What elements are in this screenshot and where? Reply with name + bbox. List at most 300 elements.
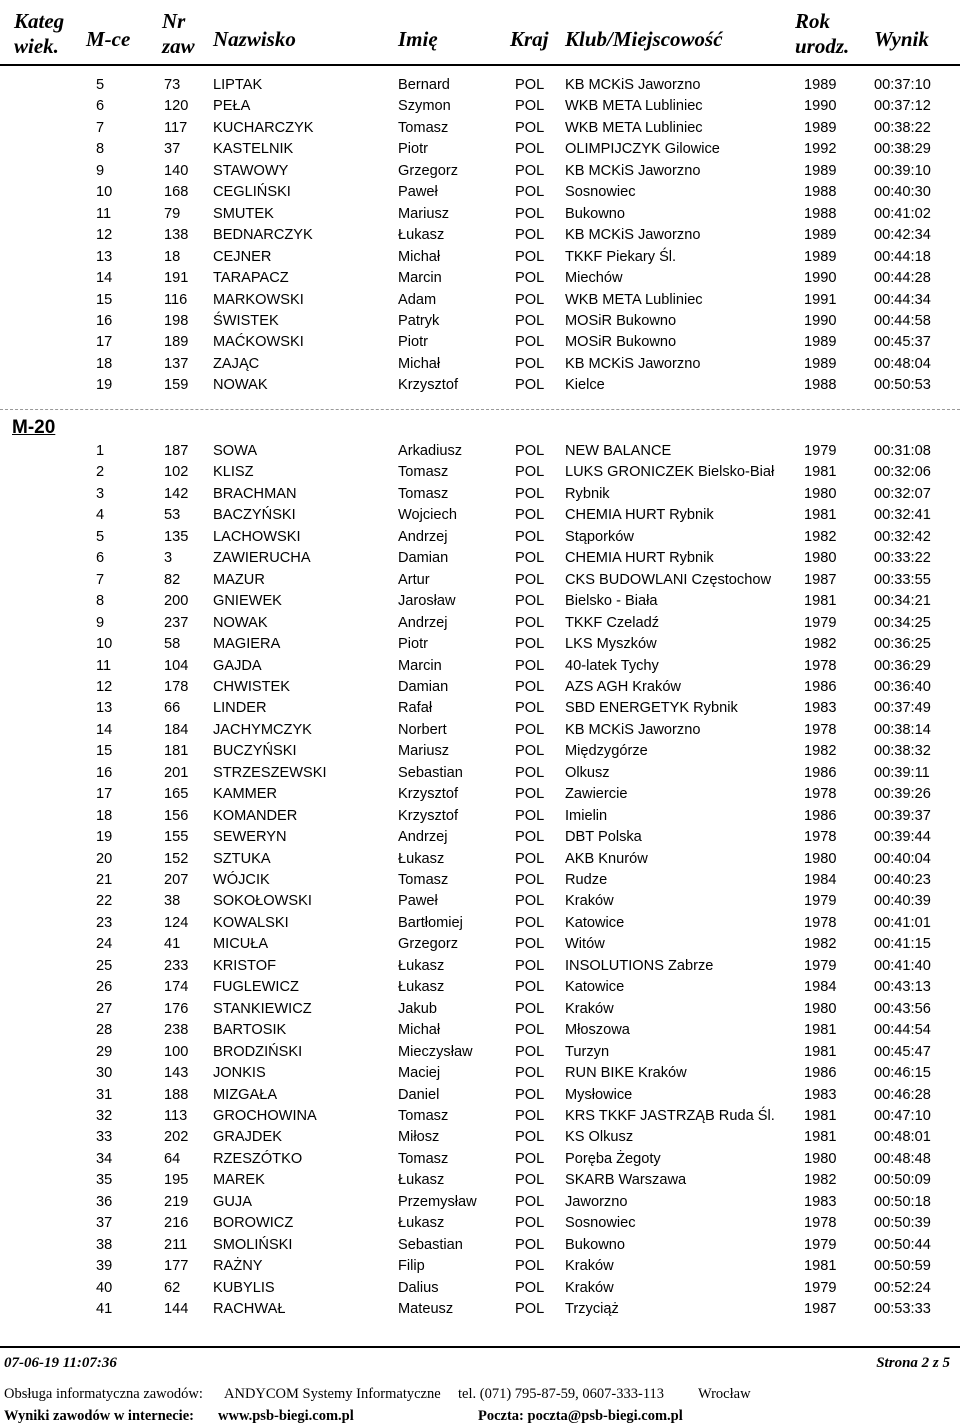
last-name: NOWAK xyxy=(213,614,268,631)
birth-year: 1980 xyxy=(804,550,837,567)
country: POL xyxy=(515,721,545,738)
first-name: Andrzej xyxy=(398,614,448,631)
country: POL xyxy=(515,205,545,222)
last-name: PEŁA xyxy=(213,98,251,115)
table-row xyxy=(0,1256,960,1277)
place: 33 xyxy=(96,1129,113,1146)
place: 11 xyxy=(96,205,112,222)
birth-year: 1981 xyxy=(804,464,837,481)
service-city: Wrocław xyxy=(698,1386,751,1402)
result-time: 00:40:30 xyxy=(874,184,931,201)
last-name: MAREK xyxy=(213,1172,265,1189)
last-name: GAJDA xyxy=(213,657,262,674)
place: 8 xyxy=(96,141,105,158)
country: POL xyxy=(515,248,545,265)
birth-year: 1983 xyxy=(804,1086,837,1103)
last-name: LACHOWSKI xyxy=(213,528,301,545)
last-name: NOWAK xyxy=(213,377,268,394)
result-time: 00:31:08 xyxy=(874,443,931,459)
first-name: Grzegorz xyxy=(398,162,459,179)
country: POL xyxy=(515,119,545,136)
result-time: 00:40:23 xyxy=(874,872,931,888)
table-row xyxy=(0,784,960,805)
last-name: SZTUKA xyxy=(213,850,271,867)
club: LKS Myszków xyxy=(565,636,657,653)
country: POL xyxy=(515,1258,545,1275)
first-name: Marcin xyxy=(398,657,442,674)
club: WKB META Lubliniec xyxy=(565,119,703,136)
header-last-name: Nazwisko xyxy=(213,27,296,51)
first-name: Bartłomiej xyxy=(398,914,463,931)
last-name: MAZUR xyxy=(213,571,265,588)
bib-number: 82 xyxy=(164,571,181,588)
first-name: Marcin xyxy=(398,270,442,287)
country: POL xyxy=(515,678,545,695)
first-name: Łukasz xyxy=(398,1215,445,1232)
bib-number: 152 xyxy=(164,850,189,867)
birth-year: 1989 xyxy=(804,227,837,244)
place: 17 xyxy=(96,786,113,803)
result-time: 00:50:59 xyxy=(874,1258,931,1275)
birth-year: 1981 xyxy=(804,507,837,524)
header-bib-line1: Nr xyxy=(162,9,186,33)
table-row xyxy=(0,1063,960,1084)
birth-year: 1980 xyxy=(804,1000,837,1017)
place: 14 xyxy=(96,721,113,738)
country: POL xyxy=(515,162,545,179)
club: Turzyn xyxy=(565,1043,610,1060)
first-name: Sebastian xyxy=(398,764,463,781)
birth-year: 1989 xyxy=(804,248,837,265)
last-name: RZESZÓTKO xyxy=(213,1150,303,1167)
header-result: Wynik xyxy=(874,27,929,51)
club: MOSiR Bukowno xyxy=(565,334,677,351)
section-divider xyxy=(0,409,960,410)
place: 8 xyxy=(96,593,105,610)
place: 29 xyxy=(96,1043,113,1060)
place: 31 xyxy=(96,1086,113,1103)
result-time: 00:33:22 xyxy=(874,550,931,567)
place: 19 xyxy=(96,377,113,394)
contact-email-link[interactable]: Poczta: poczta@psb-biegi.com.pl xyxy=(478,1408,683,1424)
club: KRS TKKF JASTRZĄB Ruda Śl. xyxy=(565,1107,775,1124)
birth-year: 1979 xyxy=(804,443,837,459)
first-name: Artur xyxy=(398,571,430,588)
first-name: Rafał xyxy=(398,700,433,717)
first-name: Maciej xyxy=(398,1065,441,1082)
birth-year: 1978 xyxy=(804,657,837,674)
first-name: Mariusz xyxy=(398,743,450,760)
result-time: 00:37:49 xyxy=(874,700,931,717)
bib-number: 156 xyxy=(164,807,189,824)
table-row xyxy=(0,247,960,268)
last-name: CEGLIŃSKI xyxy=(213,184,291,201)
table-row xyxy=(0,849,960,870)
last-name: WÓJCIK xyxy=(213,872,270,888)
country: POL xyxy=(515,1301,545,1317)
table-row xyxy=(0,763,960,784)
result-time: 00:37:10 xyxy=(874,77,931,93)
bib-number: 237 xyxy=(164,614,189,631)
country: POL xyxy=(515,743,545,760)
first-name: Jakub xyxy=(398,1000,437,1017)
results-url-link[interactable]: www.psb-biegi.com.pl xyxy=(218,1408,354,1424)
bib-number: 168 xyxy=(164,184,189,201)
place: 10 xyxy=(96,184,113,201)
place: 34 xyxy=(96,1150,113,1167)
first-name: Arkadiusz xyxy=(398,443,463,459)
club: MOSiR Bukowno xyxy=(565,312,677,329)
result-time: 00:39:11 xyxy=(874,764,930,781)
club: Miechów xyxy=(565,270,623,287)
result-time: 00:45:47 xyxy=(874,1043,931,1060)
last-name: KOWALSKI xyxy=(213,914,289,931)
place: 2 xyxy=(96,464,105,481)
place: 13 xyxy=(96,700,113,717)
club: Witów xyxy=(565,936,605,953)
place: 9 xyxy=(96,162,105,179)
result-time: 00:36:40 xyxy=(874,678,931,695)
club: KB MCKiS Jaworzno xyxy=(565,227,701,244)
place: 20 xyxy=(96,850,113,867)
club: Bukowno xyxy=(565,205,626,222)
last-name: STRZESZEWSKI xyxy=(213,764,327,781)
bib-number: 79 xyxy=(164,205,181,222)
bib-number: 142 xyxy=(164,485,189,502)
place: 3 xyxy=(96,485,105,502)
first-name: Michał xyxy=(398,355,441,372)
last-name: STANKIEWICZ xyxy=(213,1000,312,1017)
club: OLIMPIJCZYK Gilowice xyxy=(565,141,720,158)
result-time: 00:45:37 xyxy=(874,334,931,351)
club: KB MCKiS Jaworzno xyxy=(565,162,701,179)
bib-number: 124 xyxy=(164,914,189,931)
last-name: SMUTEK xyxy=(213,205,274,222)
country: POL xyxy=(515,1086,545,1103)
bib-number: 137 xyxy=(164,355,189,372)
club: NEW BALANCE xyxy=(565,443,672,459)
header-country: Kraj xyxy=(510,27,549,51)
bib-number: 37 xyxy=(164,141,181,158)
club: Jaworzno xyxy=(565,1193,628,1210)
last-name: STAWOWY xyxy=(213,162,289,179)
birth-year: 1992 xyxy=(804,141,837,158)
last-name: BOROWICZ xyxy=(213,1215,294,1232)
table-row xyxy=(0,698,960,719)
result-time: 00:44:58 xyxy=(874,312,931,329)
first-name: Tomasz xyxy=(398,872,449,888)
birth-year: 1978 xyxy=(804,914,837,931)
bib-number: 191 xyxy=(164,270,189,287)
first-name: Tomasz xyxy=(398,1150,449,1167)
first-name: Andrzej xyxy=(398,528,448,545)
result-time: 00:40:39 xyxy=(874,893,931,910)
country: POL xyxy=(515,312,545,329)
last-name: KASTELNIK xyxy=(213,141,294,158)
last-name: BACZYŃSKI xyxy=(213,507,296,524)
first-name: Szymon xyxy=(398,98,451,115)
first-name: Miłosz xyxy=(398,1129,440,1146)
first-name: Sebastian xyxy=(398,1236,463,1253)
country: POL xyxy=(515,528,545,545)
place: 5 xyxy=(96,528,105,545)
country: POL xyxy=(515,291,545,308)
birth-year: 1979 xyxy=(804,1236,837,1253)
country: POL xyxy=(515,657,545,674)
last-name: KRISTOF xyxy=(213,957,276,974)
result-time: 00:50:44 xyxy=(874,1236,931,1253)
birth-year: 1989 xyxy=(804,162,837,179)
country: POL xyxy=(515,1022,545,1039)
first-name: Norbert xyxy=(398,721,447,738)
table-row xyxy=(0,1235,960,1256)
country: POL xyxy=(515,355,545,372)
last-name: JACHYMCZYK xyxy=(213,721,312,738)
club: Stąporków xyxy=(565,528,634,545)
table-row xyxy=(0,311,960,332)
result-time: 00:32:06 xyxy=(874,464,931,481)
place: 22 xyxy=(96,893,113,910)
country: POL xyxy=(515,1043,545,1060)
bib-number: 207 xyxy=(164,872,189,888)
club: Trzyciąż xyxy=(565,1301,619,1317)
table-row xyxy=(0,977,960,998)
place: 19 xyxy=(96,829,113,846)
country: POL xyxy=(515,1236,545,1253)
result-time: 00:37:12 xyxy=(874,98,931,115)
table-row xyxy=(0,161,960,182)
country: POL xyxy=(515,700,545,717)
birth-year: 1981 xyxy=(804,1258,837,1275)
birth-year: 1986 xyxy=(804,807,837,824)
birth-year: 1982 xyxy=(804,528,837,545)
table-row xyxy=(0,96,960,117)
club: Poręba Żegoty xyxy=(565,1150,661,1167)
bib-number: 159 xyxy=(164,377,189,394)
bib-number: 104 xyxy=(164,657,189,674)
bib-number: 113 xyxy=(164,1107,188,1124)
place: 16 xyxy=(96,764,113,781)
last-name: SMOLIŃSKI xyxy=(213,1236,293,1253)
results-online-label: Wyniki zawodów w internecie: xyxy=(4,1408,194,1424)
header-category-line2: wiek. xyxy=(14,34,59,58)
first-name: Łukasz xyxy=(398,1172,445,1189)
bib-number: 198 xyxy=(164,312,189,329)
club: Kraków xyxy=(565,1279,614,1296)
header-year-line1: Rok xyxy=(795,9,831,33)
club: SBD ENERGETYK Rybnik xyxy=(565,700,738,717)
birth-year: 1979 xyxy=(804,1279,837,1296)
country: POL xyxy=(515,872,545,888)
place: 16 xyxy=(96,312,113,329)
country: POL xyxy=(515,98,545,115)
club: Katowice xyxy=(565,979,625,996)
table-row xyxy=(0,741,960,762)
bib-number: 187 xyxy=(164,443,189,459)
country: POL xyxy=(515,1129,545,1146)
first-name: Dalius xyxy=(398,1279,439,1296)
result-time: 00:53:33 xyxy=(874,1301,931,1317)
result-time: 00:48:48 xyxy=(874,1150,931,1167)
first-name: Michał xyxy=(398,1022,441,1039)
table-row xyxy=(0,570,960,591)
place: 7 xyxy=(96,571,105,588)
header-class: M-ce xyxy=(86,27,131,51)
bib-number: 155 xyxy=(164,829,189,846)
result-time: 00:52:24 xyxy=(874,1279,931,1296)
bib-number: 66 xyxy=(164,700,181,717)
result-time: 00:39:44 xyxy=(874,829,931,846)
club: 40-latek Tychy xyxy=(565,657,659,674)
last-name: GRAJDEK xyxy=(213,1129,282,1146)
table-row xyxy=(0,441,960,462)
bib-number: 120 xyxy=(164,98,189,115)
last-name: JONKIS xyxy=(213,1065,266,1082)
country: POL xyxy=(515,593,545,610)
birth-year: 1978 xyxy=(804,786,837,803)
birth-year: 1988 xyxy=(804,377,837,394)
first-name: Grzegorz xyxy=(398,936,459,953)
result-time: 00:48:01 xyxy=(874,1129,931,1146)
category-label: M-20 xyxy=(12,417,56,438)
place: 12 xyxy=(96,678,113,695)
first-name: Filip xyxy=(398,1258,425,1275)
table-row xyxy=(0,870,960,891)
first-name: Mariusz xyxy=(398,205,450,222)
bib-number: 195 xyxy=(164,1172,189,1189)
result-time: 00:50:39 xyxy=(874,1215,931,1232)
service-phones: tel. (071) 795-87-59, 0607-333-113 xyxy=(458,1386,665,1402)
bib-number: 3 xyxy=(164,550,173,567)
birth-year: 1989 xyxy=(804,77,837,93)
place: 11 xyxy=(96,657,112,674)
country: POL xyxy=(515,77,545,93)
bib-number: 53 xyxy=(164,507,181,524)
country: POL xyxy=(515,141,545,158)
bib-number: 174 xyxy=(164,979,189,996)
result-time: 00:43:56 xyxy=(874,1000,931,1017)
table-row xyxy=(0,204,960,225)
club: Kielce xyxy=(565,377,605,394)
club: AKB Knurów xyxy=(565,850,648,867)
country: POL xyxy=(515,893,545,910)
club: WKB META Lubliniec xyxy=(565,291,703,308)
bib-number: 38 xyxy=(164,893,181,910)
country: POL xyxy=(515,786,545,803)
birth-year: 1989 xyxy=(804,119,837,136)
table-row xyxy=(0,613,960,634)
table-row xyxy=(0,806,960,827)
first-name: Wojciech xyxy=(398,507,457,524)
table-row xyxy=(0,827,960,848)
country: POL xyxy=(515,1279,545,1296)
result-time: 00:32:41 xyxy=(874,507,931,524)
table-row xyxy=(0,505,960,526)
country: POL xyxy=(515,1065,545,1082)
bib-number: 189 xyxy=(164,334,189,351)
bib-number: 165 xyxy=(164,786,189,803)
result-time: 00:38:29 xyxy=(874,141,931,158)
table-row xyxy=(0,1192,960,1213)
table-row xyxy=(0,1106,960,1127)
print-timestamp: 07-06-19 11:07:36 xyxy=(4,1355,117,1371)
country: POL xyxy=(515,184,545,201)
table-row xyxy=(0,375,960,396)
birth-year: 1983 xyxy=(804,700,837,717)
club: TKKF Czeladź xyxy=(565,614,660,631)
place: 23 xyxy=(96,914,113,931)
birth-year: 1986 xyxy=(804,764,837,781)
bib-number: 202 xyxy=(164,1129,189,1146)
place: 25 xyxy=(96,957,113,974)
table-row xyxy=(0,462,960,483)
birth-year: 1983 xyxy=(804,1193,837,1210)
club: KS Olkusz xyxy=(565,1129,634,1146)
last-name: FUGLEWICZ xyxy=(213,979,299,996)
table-row xyxy=(0,913,960,934)
birth-year: 1979 xyxy=(804,614,837,631)
club: INSOLUTIONS Zabrze xyxy=(565,957,714,974)
first-name: Daniel xyxy=(398,1086,440,1103)
club: Młoszowa xyxy=(565,1022,630,1039)
result-time: 00:40:04 xyxy=(874,850,931,867)
service-label: Obsługa informatyczna zawodów: xyxy=(4,1386,203,1402)
club: Rudze xyxy=(565,872,608,888)
table-row xyxy=(0,1127,960,1148)
place: 1 xyxy=(96,443,105,459)
result-time: 00:41:15 xyxy=(874,936,931,953)
last-name: BRACHMAN xyxy=(213,485,297,502)
result-time: 00:44:34 xyxy=(874,291,931,308)
country: POL xyxy=(515,227,545,244)
last-name: ZAWIERUCHA xyxy=(213,550,311,567)
result-time: 00:38:32 xyxy=(874,743,931,760)
last-name: KOMANDER xyxy=(213,807,298,824)
service-company: ANDYCOM Systemy Informatyczne xyxy=(224,1386,441,1402)
header-year-line2: urodz. xyxy=(795,34,850,58)
result-time: 00:38:22 xyxy=(874,119,931,136)
birth-year: 1986 xyxy=(804,678,837,695)
place: 13 xyxy=(96,248,113,265)
last-name: MAĆKOWSKI xyxy=(213,334,304,351)
last-name: MICUŁA xyxy=(213,936,269,953)
table-row xyxy=(0,527,960,548)
first-name: Krzysztof xyxy=(398,807,459,824)
place: 35 xyxy=(96,1172,113,1189)
bib-number: 216 xyxy=(164,1215,189,1232)
last-name: SOWA xyxy=(213,443,258,459)
first-name: Tomasz xyxy=(398,119,449,136)
place: 17 xyxy=(96,334,113,351)
last-name: MAGIERA xyxy=(213,636,281,653)
first-name: Paweł xyxy=(398,893,438,910)
country: POL xyxy=(515,270,545,287)
last-name: BEDNARCZYK xyxy=(213,227,313,244)
result-time: 00:50:53 xyxy=(874,377,931,394)
club: Międzygórze xyxy=(565,743,648,760)
table-row xyxy=(0,891,960,912)
last-name: MIZGAŁA xyxy=(213,1086,278,1103)
club: KB MCKiS Jaworzno xyxy=(565,721,701,738)
table-row xyxy=(0,182,960,203)
country: POL xyxy=(515,1215,545,1232)
first-name: Krzysztof xyxy=(398,377,459,394)
first-name: Tomasz xyxy=(398,1107,449,1124)
birth-year: 1978 xyxy=(804,829,837,846)
first-name: Bernard xyxy=(398,77,450,93)
place: 15 xyxy=(96,743,113,760)
club: Sosnowiec xyxy=(565,1215,636,1232)
